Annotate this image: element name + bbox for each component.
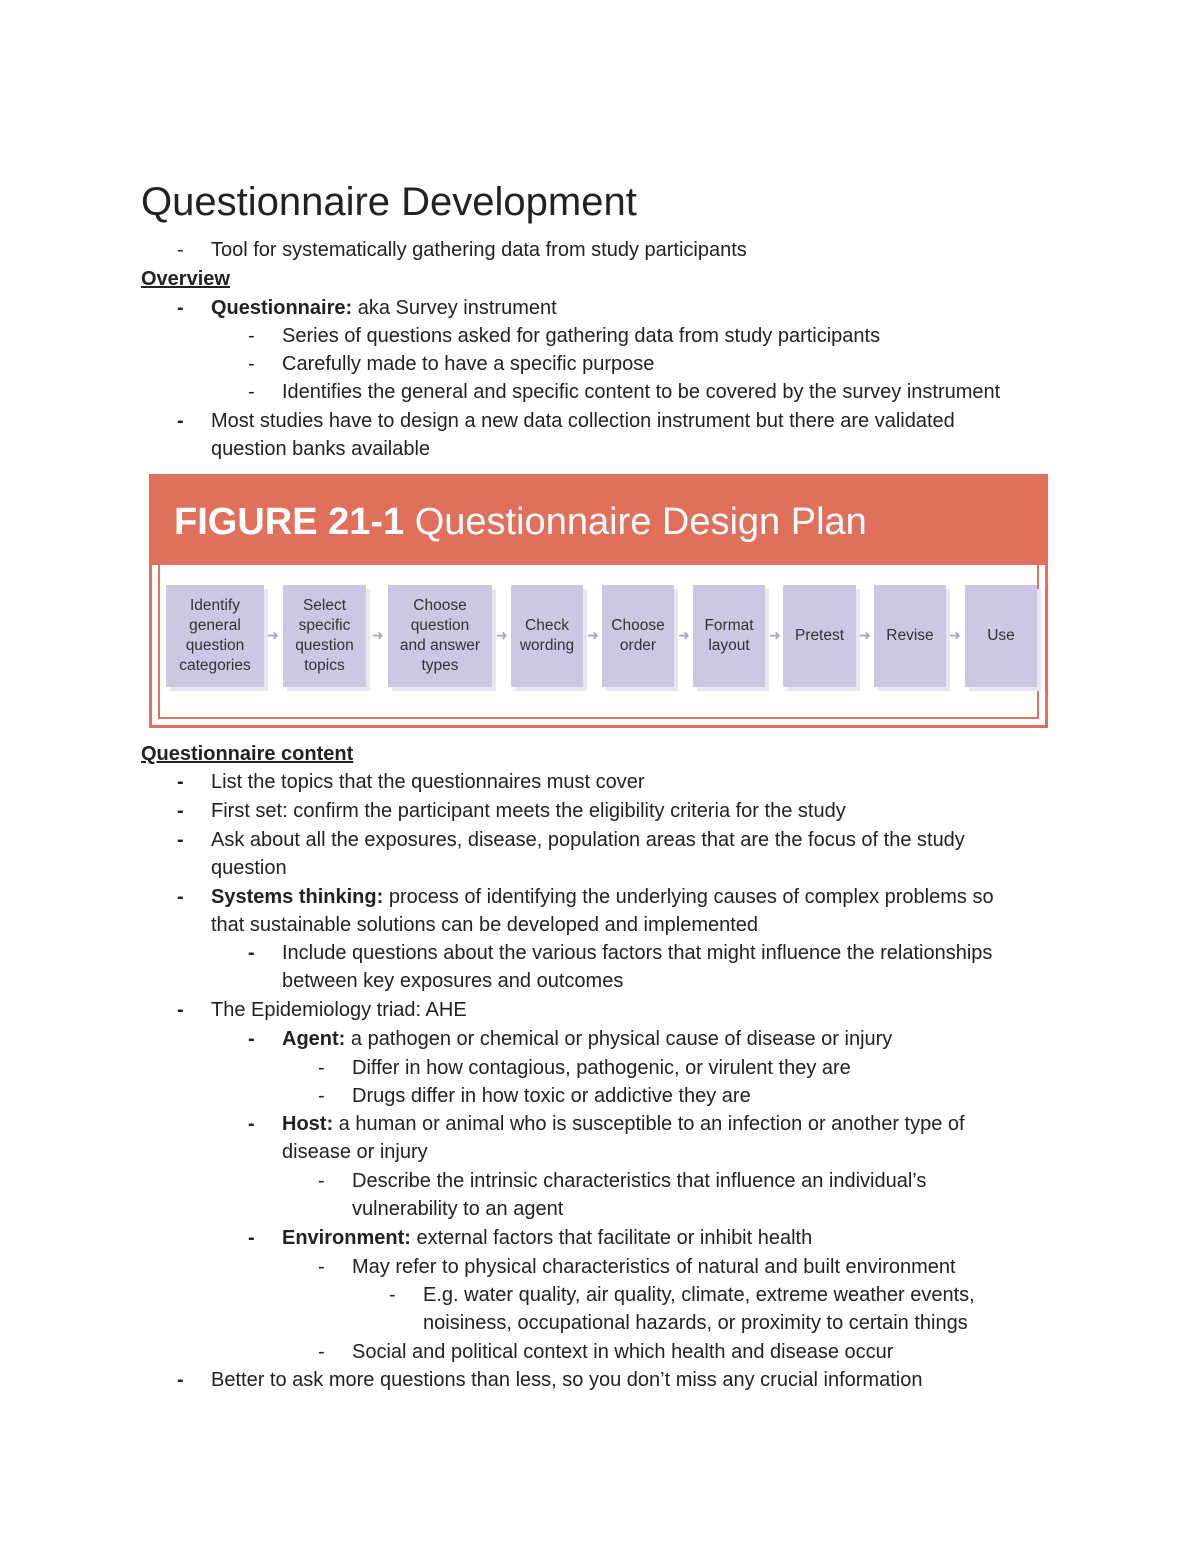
- bullet-dash: -: [248, 1028, 255, 1050]
- agent-definition: [282, 1025, 892, 1053]
- bullet-dash: -: [177, 771, 184, 793]
- arrow-right-icon: ➜: [587, 627, 599, 643]
- arrow-right-icon: ➜: [949, 627, 961, 643]
- flow-step: Choose order: [602, 585, 674, 687]
- bullet-dash: -: [318, 1057, 325, 1079]
- bullet-dash: -: [248, 381, 255, 403]
- environment-definition: [282, 1224, 812, 1252]
- term-label: Host:: [282, 1113, 334, 1135]
- bullet-dash: -: [177, 410, 184, 432]
- bullet-dash: -: [248, 1227, 255, 1249]
- bullet-dash: -: [318, 1341, 325, 1363]
- figure-flow: [158, 565, 1039, 719]
- flow-step: Choose question and answer types: [388, 585, 492, 687]
- bullet-dash: -: [248, 325, 255, 347]
- flow-step: Format layout: [693, 585, 765, 687]
- agent-sub-2: Drugs differ in how toxic or addictive they are: [352, 1085, 751, 1107]
- flow-step: Pretest: [783, 585, 856, 687]
- bullet-dash: -: [389, 1284, 396, 1306]
- environment-example-line-2: noisiness, occupational hazards, or proximity to certain things: [423, 1312, 968, 1334]
- arrow-right-icon: ➜: [267, 627, 279, 643]
- definition-text: external factors that facilitate or inhibit health: [410, 1227, 813, 1249]
- bullet-dash: -: [177, 1369, 184, 1391]
- content-list-topics: List the topics that the questionnaires must cover: [211, 771, 645, 793]
- bullet-dash: -: [177, 999, 184, 1021]
- definition-text: a pathogen or chemical or physical cause of disease or injury: [345, 1028, 893, 1050]
- definition-text: process of identifying the underlying causes of complex problems so: [383, 886, 994, 908]
- arrow-right-icon: ➜: [372, 627, 384, 643]
- bullet-dash: -: [248, 353, 255, 375]
- environment-example-line-1: E.g. water quality, air quality, climate, extreme weather events,: [423, 1284, 975, 1306]
- overview-most-line-2: question banks available: [211, 438, 431, 460]
- bullet-dash: -: [318, 1256, 325, 1278]
- questionnaire-definition: [211, 294, 557, 322]
- bullet-dash: -: [177, 297, 184, 319]
- include-line-1: Include questions about the various factors that might influence the relationships: [282, 942, 993, 964]
- figure-number: FIGURE 21-1: [174, 501, 405, 543]
- arrow-right-icon: ➜: [678, 627, 690, 643]
- term-label: Systems thinking:: [211, 886, 384, 908]
- content-ask-line-2: question: [211, 857, 287, 879]
- content-first-set: First set: confirm the participant meets the eligibility criteria for the study: [211, 800, 846, 822]
- flow-step: Revise: [874, 585, 946, 687]
- overview-most-line-1: Most studies have to design a new data collection instrument but there are validated: [211, 410, 955, 432]
- environment-sub-1: May refer to physical characteristics of natural and built environment: [352, 1256, 956, 1278]
- arrow-right-icon: ➜: [496, 627, 508, 643]
- content-heading: Questionnaire content: [141, 743, 354, 765]
- bullet-dash: -: [248, 1113, 255, 1135]
- arrow-right-icon: ➜: [859, 627, 871, 643]
- host-sub-line-1: Describe the intrinsic characteristics that influence an individual’s: [352, 1170, 927, 1192]
- systems-thinking-line-1: [211, 883, 994, 911]
- host-sub-line-2: vulnerability to an agent: [352, 1198, 564, 1220]
- overview-sub-2: Carefully made to have a specific purpose: [282, 353, 655, 375]
- term-label: Environment:: [282, 1227, 411, 1249]
- flow-step: Select specific question topics: [283, 585, 366, 687]
- bullet-dash: -: [248, 942, 255, 964]
- overview-sub-3: Identifies the general and specific content to be covered by the survey instrument: [282, 381, 1001, 403]
- flow-step: Check wording: [511, 585, 583, 687]
- bullet-dash: -: [318, 1170, 325, 1192]
- flow-step: Use: [965, 585, 1037, 687]
- bullet-dash: -: [177, 800, 184, 822]
- agent-sub-1: Differ in how contagious, pathogenic, or virulent they are: [352, 1057, 851, 1079]
- arrow-right-icon: ➜: [769, 627, 781, 643]
- page-title: Questionnaire Development: [141, 180, 637, 224]
- figure-header: [152, 477, 1045, 565]
- figure-caption: Questionnaire Design Plan: [414, 501, 867, 543]
- environment-sub-2: Social and political context in which health and disease occur: [352, 1341, 894, 1363]
- host-definition-line-2: disease or injury: [282, 1141, 428, 1163]
- host-definition-line-1: [282, 1110, 965, 1138]
- figure-questionnaire-design-plan: [149, 474, 1048, 728]
- term-label: Agent:: [282, 1028, 346, 1050]
- better-to-ask: Better to ask more questions than less, so you don’t miss any crucial information: [211, 1369, 923, 1391]
- epidemiology-triad: The Epidemiology triad: AHE: [211, 999, 467, 1021]
- include-line-2: between key exposures and outcomes: [282, 970, 624, 992]
- bullet-dash: -: [177, 886, 184, 908]
- bullet-dash: -: [177, 829, 184, 851]
- bullet-dash: -: [177, 239, 184, 261]
- intro-text: Tool for systematically gathering data from study participants: [211, 239, 747, 261]
- definition-text: aka Survey instrument: [352, 297, 557, 319]
- bullet-dash: -: [318, 1085, 325, 1107]
- definition-text: a human or animal who is susceptible to an infection or another type of: [333, 1113, 965, 1135]
- flow-step: Identify general question categories: [166, 585, 264, 687]
- figure-title: [174, 501, 867, 544]
- content-ask-line-1: Ask about all the exposures, disease, population areas that are the focus of the study: [211, 829, 965, 851]
- term-label: Questionnaire:: [211, 297, 353, 319]
- systems-thinking-line-2: that sustainable solutions can be developed and implemented: [211, 914, 759, 936]
- overview-heading: Overview: [141, 268, 230, 290]
- overview-sub-1: Series of questions asked for gathering data from study participants: [282, 325, 881, 347]
